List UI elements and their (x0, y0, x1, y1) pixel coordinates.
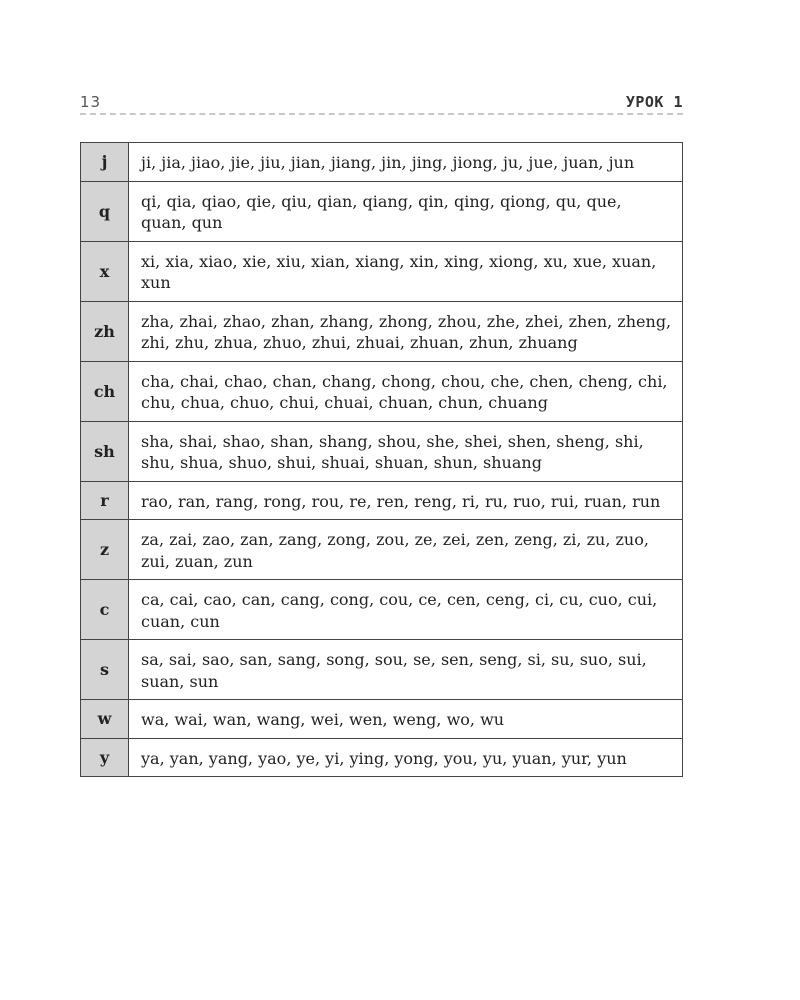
table-row (81, 700, 683, 739)
syllables-cell: ji, jia, jiao, jie, jiu, jian, jiang, jin, jing, jiong, ju, jue, juan, jun (129, 143, 683, 182)
syllables-cell: wa, wai, wan, wang, wei, wen, weng, wo, wu (129, 700, 683, 739)
syllables-cell: ca, cai, cao, can, cang, cong, cou, ce, cen, ceng, ci, cu, cuo, cui, cuan, cun (129, 580, 683, 640)
table-row (81, 738, 683, 777)
syllables-cell: sha, shai, shao, shan, shang, shou, she, shei, shen, sheng, shi, shu, shua, shuo, shui, shuai, shuan, shun, shuang (129, 421, 683, 481)
header-divider (80, 113, 683, 115)
syllables-cell: cha, chai, chao, chan, chang, chong, chou, che, chen, cheng, chi, chu, chua, chuo, chui, chuai, chuan, chun, chuang (129, 361, 683, 421)
table-row (81, 481, 683, 520)
initial-cell: sh (81, 421, 129, 481)
initial-cell: x (81, 241, 129, 301)
table-row (81, 181, 683, 241)
syllables-cell: ya, yan, yang, yao, ye, yi, ying, yong, you, yu, yuan, yur, yun (129, 738, 683, 777)
initial-cell: zh (81, 301, 129, 361)
syllables-cell: xi, xia, xiao, xie, xiu, xian, xiang, xin, xing, xiong, xu, xue, xuan, xun (129, 241, 683, 301)
table-row (81, 241, 683, 301)
syllables-cell: zha, zhai, zhao, zhan, zhang, zhong, zhou, zhe, zhei, zhen, zheng, zhi, zhu, zhua, zhuo, zhui, zhuai, zhuan, zhun, zhuang (129, 301, 683, 361)
syllables-cell: rao, ran, rang, rong, rou, re, ren, reng, ri, ru, ruo, rui, ruan, run (129, 481, 683, 520)
syllables-cell: sa, sai, sao, san, sang, song, sou, se, sen, seng, si, su, suo, sui, suan, sun (129, 640, 683, 700)
initial-cell: q (81, 181, 129, 241)
table-row (81, 143, 683, 182)
syllable-table (80, 142, 683, 777)
page-header (80, 90, 683, 116)
syllables-cell: qi, qia, qiao, qie, qiu, qian, qiang, qin, qing, qiong, qu, que, quan, qun (129, 181, 683, 241)
initial-cell: w (81, 700, 129, 739)
initial-cell: j (81, 143, 129, 182)
table-row (81, 301, 683, 361)
table-row (81, 580, 683, 640)
initial-cell: y (81, 738, 129, 777)
initial-cell: ch (81, 361, 129, 421)
lesson-title: УРОК 1 (625, 93, 683, 111)
table-row (81, 361, 683, 421)
initial-cell: c (81, 580, 129, 640)
initial-cell: r (81, 481, 129, 520)
table-row (81, 421, 683, 481)
syllables-cell: za, zai, zao, zan, zang, zong, zou, ze, zei, zen, zeng, zi, zu, zuo, zui, zuan, zun (129, 520, 683, 580)
initial-cell: z (81, 520, 129, 580)
table-row (81, 640, 683, 700)
table-row (81, 520, 683, 580)
page-number: 13 (80, 93, 102, 111)
initial-cell: s (81, 640, 129, 700)
